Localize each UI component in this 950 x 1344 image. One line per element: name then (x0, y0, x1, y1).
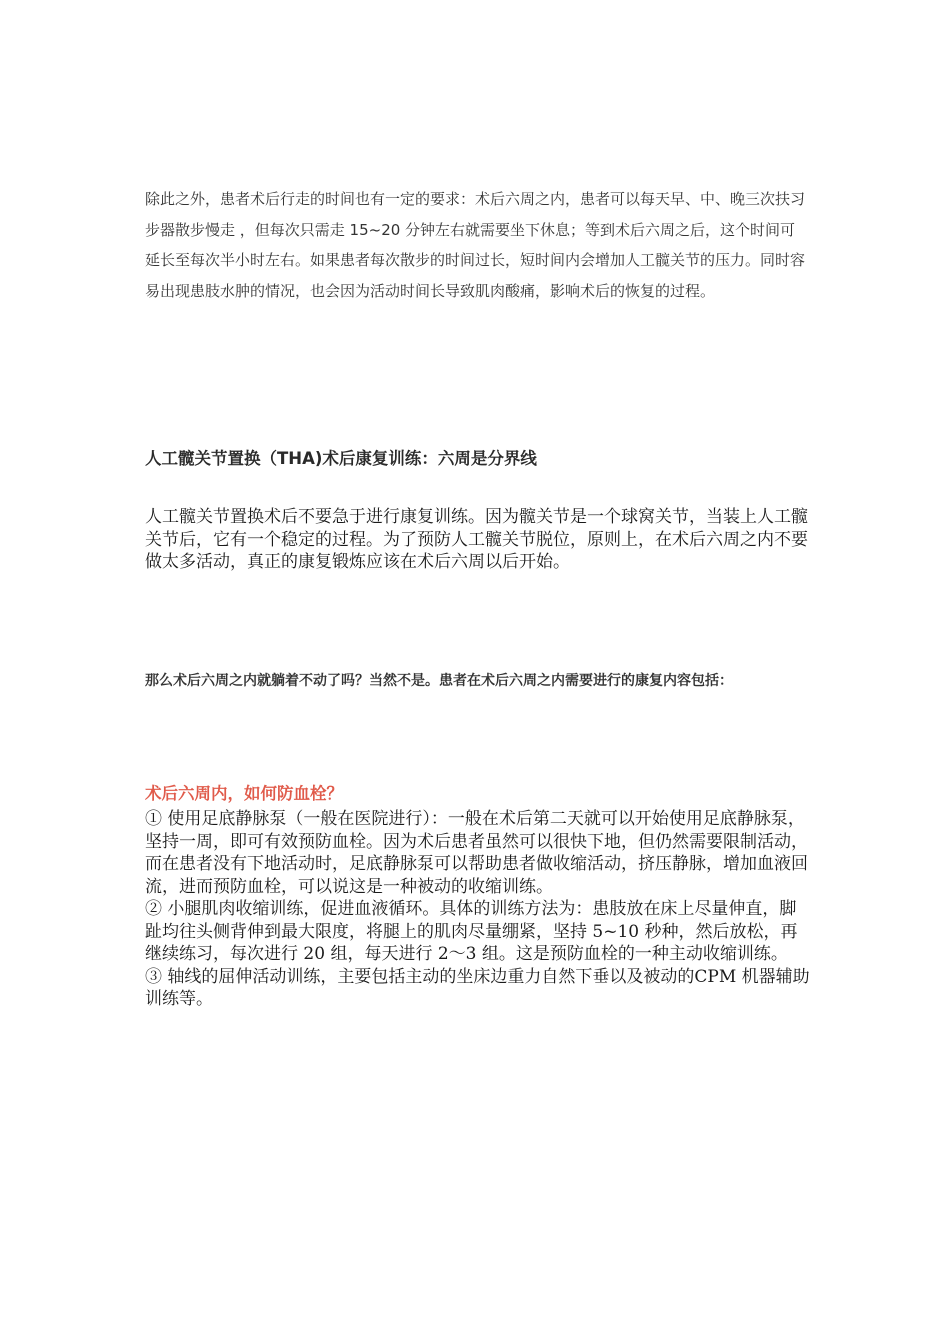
list-item: ② 小腿肌肉收缩训练，促进血液循环。具体的训练方法为：患肢放在床上尽量伸直，脚趾均往头侧背伸到最大限度，将腿上的肌肉尽量绷紧，坚持 5~10 秒种，然后放松，再继续练习，每次进行 20 组，每天进行 2～3 组。这是预防血栓的一种主动收缩训练。 (145, 899, 798, 964)
rehab-training-paragraph: 人工髋关节置换术后不要急于进行康复训练。因为髋关节是一个球窝关节，当装上人工髋关节后，它有一个稳定的过程。为了预防人工髋关节脱位，原则上，在术后六周之内不要做太多活动，真正的康复锻炼应该在术后六周以后开始。 (145, 507, 808, 572)
six-week-question-paragraph: 那么术后六周之内就躺着不动了吗？当然不是。患者在术后六周之内需要进行的康复内容包括： (145, 673, 733, 689)
list-item: ① 使用足底静脉泵（一般在医院进行）：一般在术后第二天就可以开始使用足底静脉泵，坚持一周，即可有效预防血栓。因为术后患者虽然可以很快下地，但仍然需要限制活动，而在患者没有下地活动时，足底静脉泵可以帮助患者做收缩活动，挤压静脉，增加血液回流，进而预防血栓，可以说这是一种被动的收缩训练。 (145, 809, 808, 897)
thrombosis-prevention-list (145, 808, 810, 1011)
walking-time-paragraph: 除此之外，患者术后行走的时间也有一定的要求：术后六周之内，患者可以每天早、中、晚三次扶习步器散步慢走 ，但每次只需走 15~20 分钟左右就需要坐下休息；等到术后六周之后，这个时间可延长至每次半小时左右。如果患者每次散步的时间过长，短时间内会增加人工髋关节的压力。同时容易出现患肢水肿的情况，也会因为活动时间长导致肌肉酸痛，影响术后的恢复的过程。 (145, 190, 806, 300)
rehab-training-heading: 人工髋关节置换（THA)术后康复训练：六周是分界线 (145, 449, 537, 468)
list-item: ③ 轴线的屈伸活动训练，主要包括主动的坐床边重力自然下垂以及被动的CPM 机器辅助训练等。 (145, 966, 810, 1009)
thrombosis-prevention-heading: 术后六周内，如何防血栓？ (145, 784, 343, 803)
